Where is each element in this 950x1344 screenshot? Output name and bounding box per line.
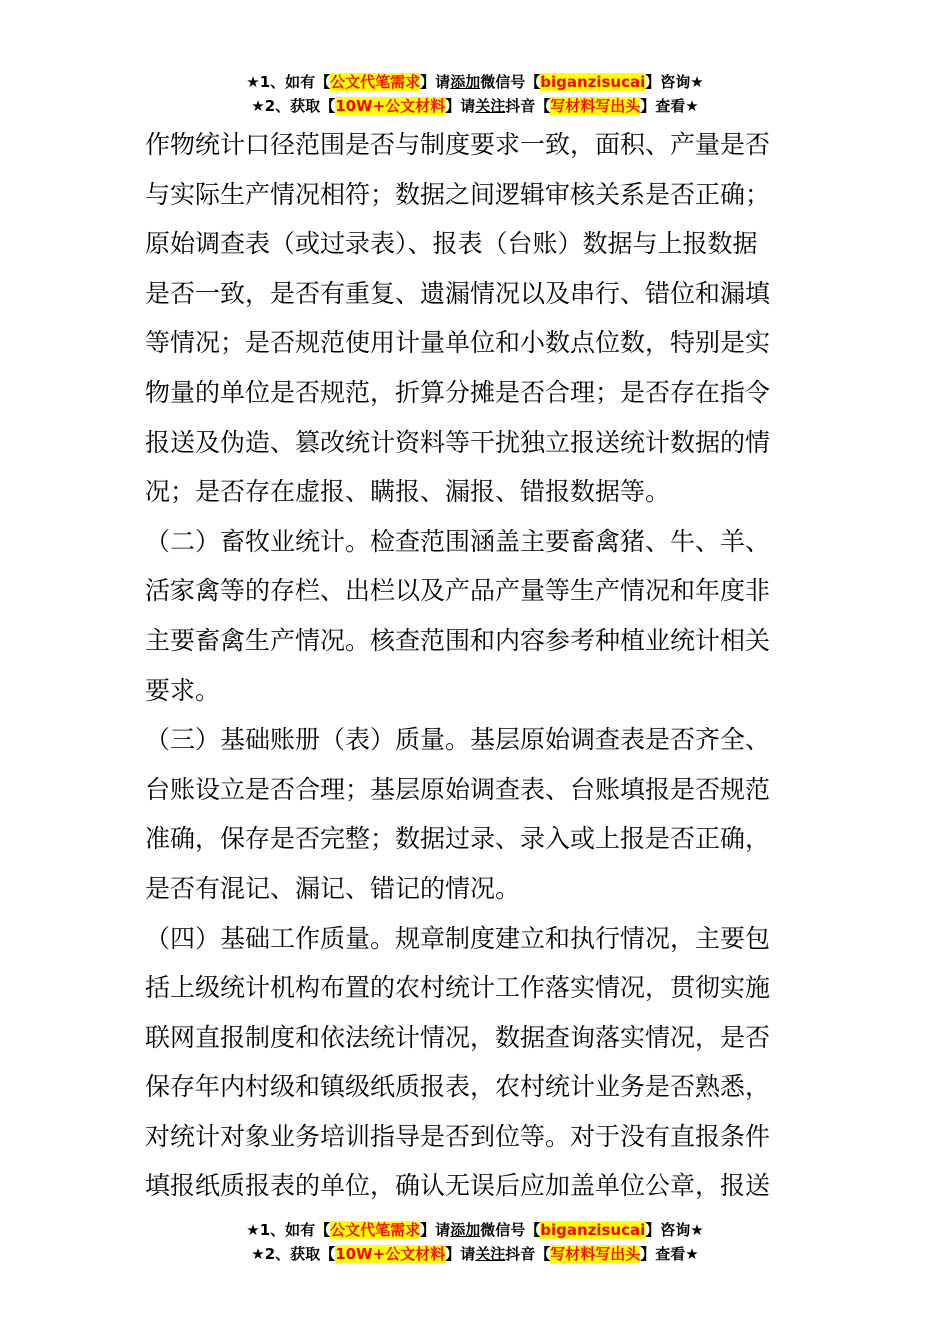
body-line: 与实际生产情况相符；数据之间逻辑审核关系是否正确； — [145, 179, 771, 209]
banner-text: 】查看★ — [640, 97, 699, 115]
body-line: 括上级统计机构布置的农村统计工作落实情况，贯彻实施 — [145, 973, 771, 1003]
banner-line-2 — [0, 94, 950, 118]
banner-highlight: 写材料写出头 — [550, 1245, 641, 1263]
body-line: 原始调查表（或过录表）、报表（台账）数据与上报数据 — [145, 229, 758, 259]
banner-highlight: 10W+公文材料 — [335, 1245, 446, 1263]
body-line: 作物统计口径范围是否与制度要求一致，面积、产量是否 — [145, 130, 771, 159]
banner-underlined-text: 关注 — [475, 1245, 506, 1263]
body-line: 报送及伪造、篡改统计资料等干扰独立报送统计数据的情 — [145, 427, 771, 457]
body-line: 是否有混记、漏记、错记的情况。 — [145, 873, 521, 903]
banner-text: ★2、获取【 — [251, 97, 336, 115]
banner-underlined-text: 关注 — [475, 97, 506, 115]
section-heading-line: （二）畜牧业统计。检查范围涵盖主要畜禽猪、牛、羊、 — [145, 526, 771, 556]
body-line: 保存年内村级和镇级纸质报表，农村统计业务是否熟悉， — [145, 1072, 771, 1102]
section-heading-line: （四）基础工作质量。规章制度建立和执行情况，主要包 — [145, 923, 771, 953]
banner-text: 抖音【 — [505, 1245, 551, 1263]
section-heading-line: （三）基础账册（表）质量。基层原始调查表是否齐全、 — [145, 725, 771, 755]
body-line: 主要畜禽生产情况。核查范围和内容参考种植业统计相关 — [145, 625, 771, 655]
body-line: 活家禽等的存栏、出栏以及产品产量等生产情况和年度非 — [145, 576, 771, 606]
body-line: 等情况；是否规范使用计量单位和小数点位数，特别是实 — [145, 328, 771, 358]
banner-text: 】查看★ — [640, 1245, 699, 1263]
banner-text: ★2、获取【 — [251, 1245, 336, 1263]
banner-text: 】请 — [420, 1221, 451, 1239]
body-line: 填报纸质报表的单位，确认无误后应加盖单位公章，报送 — [145, 1171, 771, 1201]
banner-line-2 — [0, 1242, 950, 1266]
banner-line-1 — [0, 1218, 950, 1242]
banner-text: 】咨询★ — [645, 73, 704, 91]
banner-highlight: 写材料写出头 — [550, 97, 641, 115]
banner-text: 微信号【 — [480, 73, 541, 91]
body-line: 物量的单位是否规范，折算分摊是否合理；是否存在指令 — [145, 377, 771, 407]
body-line: 对统计对象业务培训指导是否到位等。对于没有直报条件 — [145, 1121, 771, 1151]
header-banner — [0, 70, 950, 118]
body-line: 准确，保存是否完整；数据过录、录入或上报是否正确， — [145, 824, 771, 854]
banner-text: 微信号【 — [480, 1221, 541, 1239]
banner-highlight: biganzisucai — [540, 1221, 646, 1239]
body-line: 要求。 — [145, 675, 221, 705]
banner-highlight: 公文代笔需求 — [330, 73, 421, 91]
footer-banner — [0, 1218, 950, 1266]
banner-highlight: 10W+公文材料 — [335, 97, 446, 115]
banner-text: 】请 — [445, 97, 476, 115]
banner-text: ★1、如有【 — [246, 1221, 331, 1239]
banner-line-1 — [0, 70, 950, 94]
body-line: 况；是否存在虚报、瞒报、漏报、错报数据等。 — [145, 477, 671, 507]
body-line: 联网直报制度和依法统计情况，数据查询落实情况，是否 — [145, 1022, 771, 1052]
banner-text: 】请 — [445, 1245, 476, 1263]
banner-highlight: biganzisucai — [540, 73, 646, 91]
banner-underlined-text: 添加 — [450, 1221, 481, 1239]
document-body — [145, 120, 815, 1211]
banner-underlined-text: 添加 — [450, 73, 481, 91]
body-line: 是否一致，是否有重复、遗漏情况以及串行、错位和漏填 — [145, 278, 771, 308]
banner-highlight: 公文代笔需求 — [330, 1221, 421, 1239]
banner-text: 抖音【 — [505, 97, 551, 115]
banner-text: ★1、如有【 — [246, 73, 331, 91]
banner-text: 】咨询★ — [645, 1221, 704, 1239]
banner-text: 】请 — [420, 73, 451, 91]
body-line: 台账设立是否合理；基层原始调查表、台账填报是否规范 — [145, 774, 771, 804]
